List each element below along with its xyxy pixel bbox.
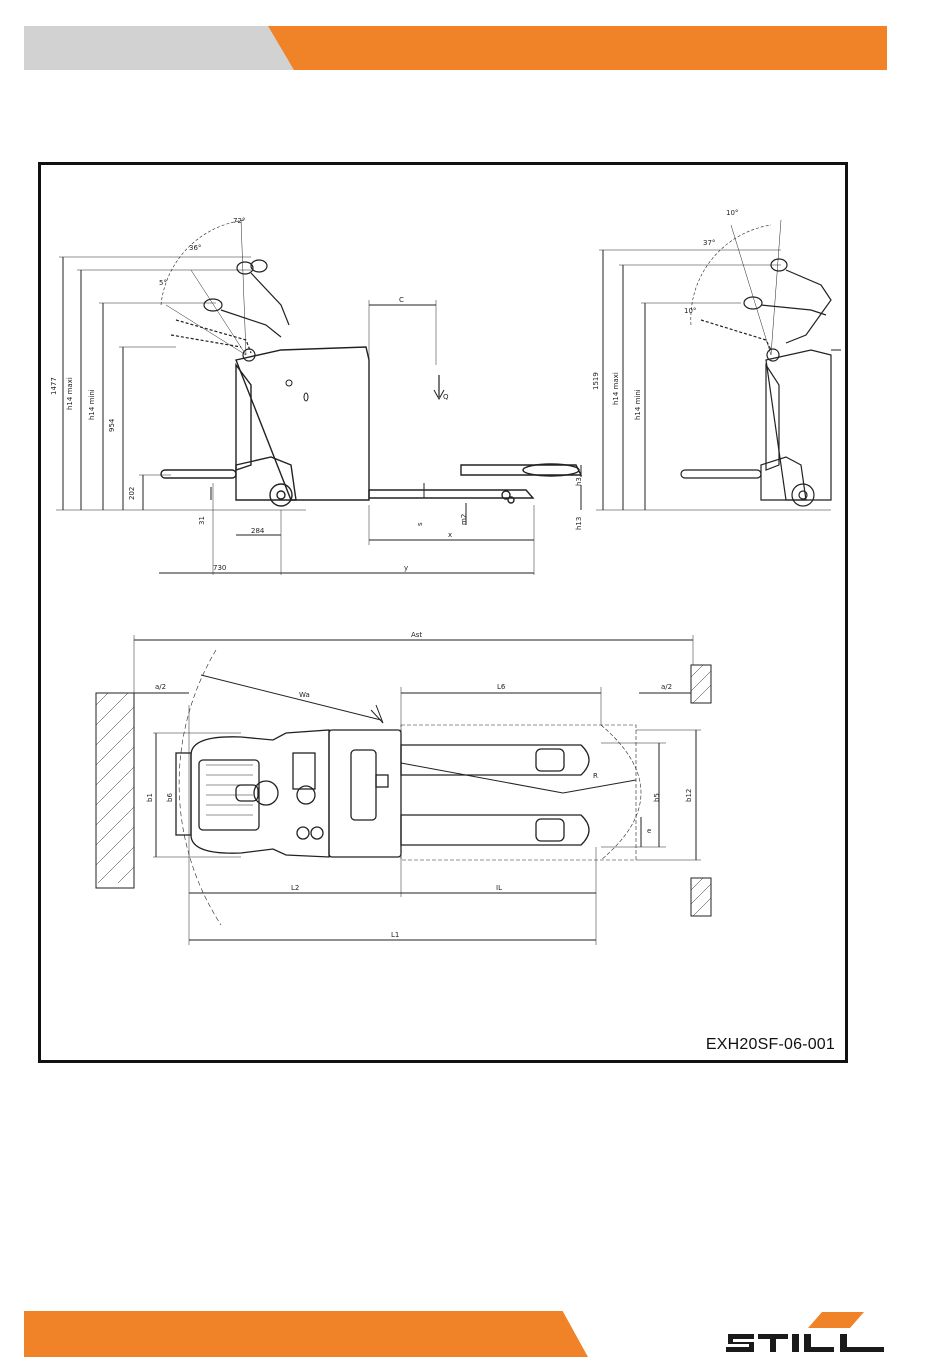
- dim-b12: b12: [685, 788, 693, 802]
- dim-h14-maxi: h14 maxi: [66, 377, 74, 410]
- technical-drawing-frame: [38, 162, 848, 1063]
- dim-h14-mini: h14 mini: [88, 389, 96, 420]
- dim-l1: L1: [391, 931, 400, 939]
- dim-r: R: [593, 772, 598, 780]
- dim-l2: L2: [291, 884, 300, 892]
- dim-m2: m2: [460, 513, 468, 525]
- dim-1519: 1519: [592, 372, 600, 390]
- header-orange-band: [268, 26, 887, 70]
- header-gray-band: [24, 26, 294, 70]
- dim-b1: b1: [146, 793, 154, 802]
- dim-284: 284: [251, 527, 265, 535]
- dim-h3: h3: [575, 477, 583, 486]
- footer-orange-band: [24, 1311, 588, 1357]
- dim-730: 730: [213, 564, 227, 572]
- still-logo: [722, 1312, 888, 1362]
- dim-e: e: [647, 827, 652, 835]
- dim-wa: Wa: [299, 691, 310, 699]
- dim-l6: L6: [497, 683, 506, 691]
- angle-5: 5°: [159, 279, 167, 287]
- dim-ast: Ast: [411, 631, 423, 639]
- dim-s: s: [416, 522, 424, 526]
- side-view-left: [50, 217, 583, 575]
- drawing-id-label: EXH20SF-06-001: [705, 1036, 835, 1053]
- dim-954: 954: [108, 418, 116, 432]
- dim-1477: 1477: [50, 377, 58, 395]
- dim-31: 31: [198, 516, 206, 525]
- dim-il: IL: [496, 884, 502, 892]
- dim-a2-left: a/2: [155, 683, 167, 691]
- dim-q: Q: [443, 393, 449, 401]
- technical-drawing: [41, 165, 845, 1060]
- dim-h14-mini-right: h14 mini: [634, 389, 642, 420]
- dim-h14-maxi-right: h14 maxi: [612, 372, 620, 405]
- dim-h13: h13: [575, 516, 583, 530]
- top-view: [96, 631, 711, 945]
- dim-b6: b6: [166, 793, 174, 802]
- angle-37: 37°: [703, 239, 716, 247]
- dim-y: y: [404, 564, 409, 572]
- angle-36: 36°: [189, 244, 202, 252]
- dim-c: C: [399, 296, 404, 304]
- angle-72: 72°: [233, 217, 246, 225]
- dim-202: 202: [128, 486, 136, 500]
- dim-a2-right: a/2: [661, 683, 673, 691]
- dim-b5: b5: [653, 793, 661, 802]
- angle-10-low: 10°: [684, 307, 697, 315]
- dim-x: x: [448, 531, 453, 539]
- side-view-right: [592, 209, 841, 510]
- angle-10-top: 10°: [726, 209, 739, 217]
